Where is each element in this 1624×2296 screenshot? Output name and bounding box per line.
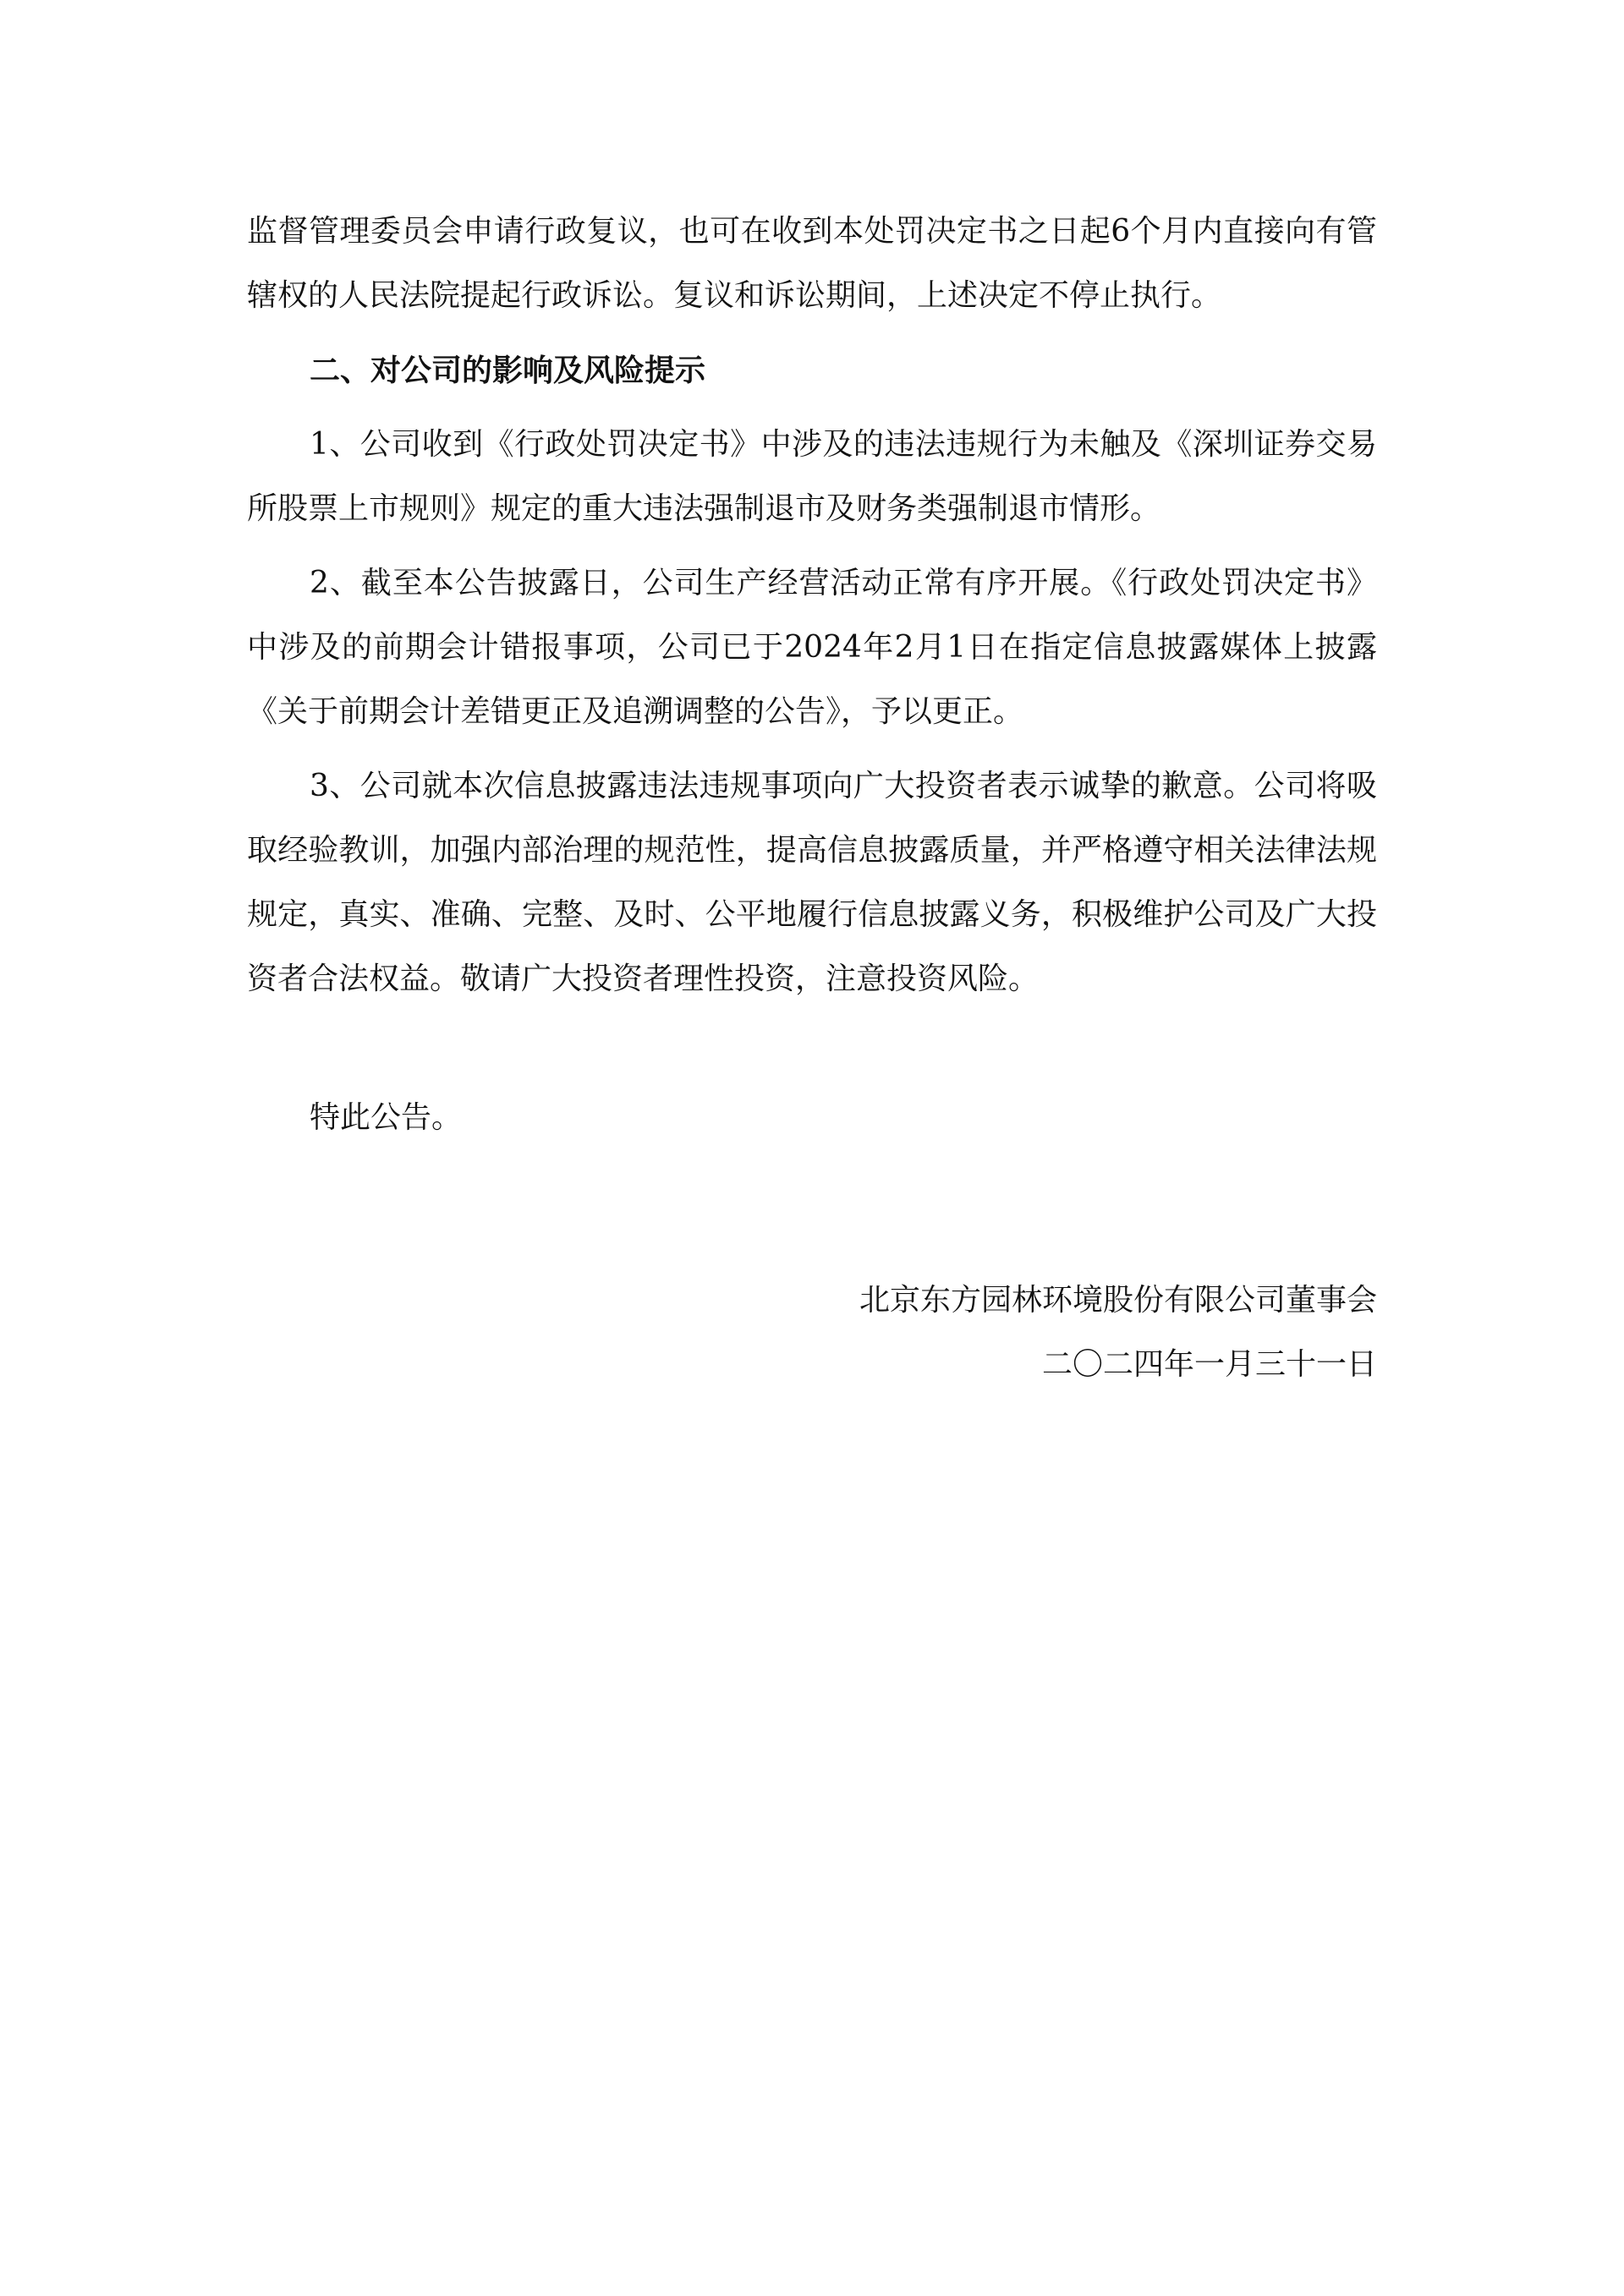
risk-item-1: 1、公司收到《行政处罚决定书》中涉及的违法违规行为未触及《深圳证券交易所股票上市规则》规定的重大违法强制退市及财务类强制退市情形。 [247, 427, 1377, 526]
closing-statement: 特此公告。 [310, 1100, 463, 1135]
continuation-paragraph: 监督管理委员会申请行政复议，也可在收到本处罚决定书之日起6个月内直接向有管辖权的人民法院提起行政诉讼。复议和诉讼期间，上述决定不停止执行。 [247, 214, 1377, 313]
risk-item-2: 2、截至本公告披露日，公司生产经营活动正常有序开展。《行政处罚决定书》中涉及的前期会计错报事项，公司已于2024年2月1日在指定信息披露媒体上披露《关于前期会计差错更正及追溯调整的公告》，予以更正。 [247, 566, 1377, 729]
risk-item-3: 3、公司就本次信息披露违法违规事项向广大投资者表示诚挚的歉意。公司将吸取经验教训，加强内部治理的规范性，提高信息披露质量，并严格遵守相关法律法规规定，真实、准确、完整、及时、公平地履行信息披露义务，积极维护公司及广大投资者合法权益。敬请广大投资者理性投资，注意投资风险。 [247, 769, 1377, 996]
section-heading: 二、对公司的影响及风险提示 [310, 353, 706, 388]
signature-organization: 北京东方园林环境股份有限公司董事会 [859, 1283, 1377, 1318]
signature-block [859, 1269, 1377, 1397]
document-body [247, 200, 1377, 1150]
signature-date: 二〇二四年一月三十一日 [1041, 1347, 1377, 1382]
